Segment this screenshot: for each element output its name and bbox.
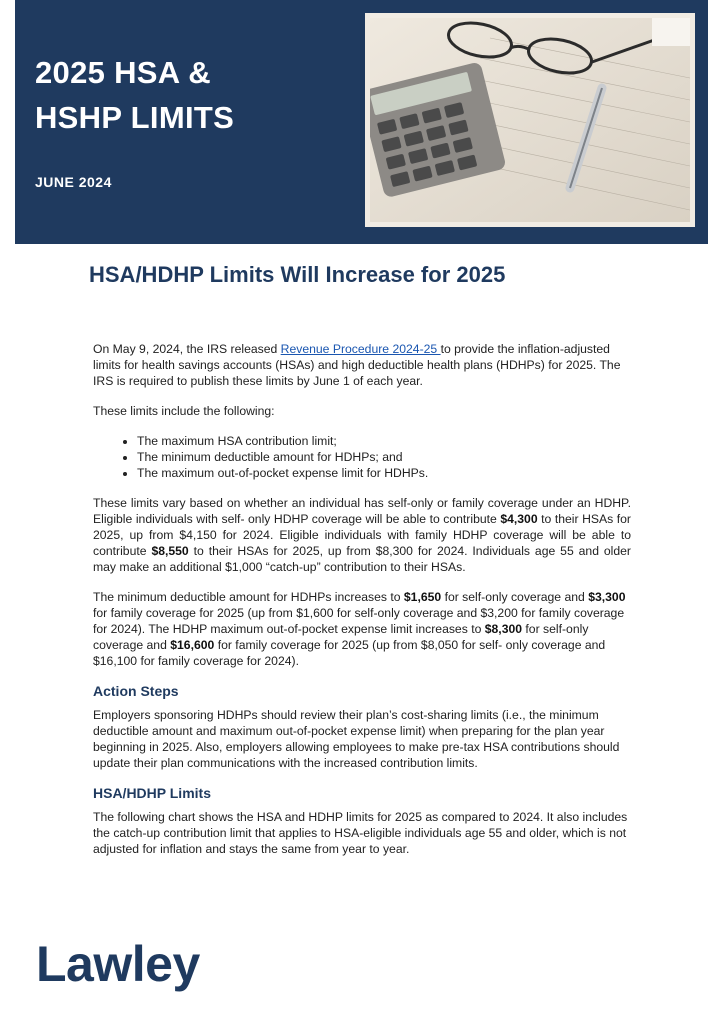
amount-value: $3,300 <box>588 590 626 604</box>
deductible-text: for family coverage for 2025 (up from $1,600 for self-only coverage and $3,200 for family coverage for 2024). The HDHP maximum out-of-pocket expense limit increases to <box>93 606 625 636</box>
limits-text: The following chart shows the HSA and HDHP limits for 2025 as compared to 2024. It also includes the catch-up contribution limit that applies to HSA-eligible individuals age 55 and older, which is not adjusted for inflation and stays the same from year to year. <box>93 810 628 856</box>
intro-paragraph <box>93 341 631 389</box>
amount-value: $16,600 <box>170 638 215 652</box>
coverage-text: These limits vary based on whether an individual has self-only or family coverage under an HDHP. Eligible individuals with self- only HDHP coverage will be able to contribute <box>93 496 631 526</box>
banner-title-line2: HSHP LIMITS <box>35 100 235 135</box>
banner-title-line1: 2025 HSA & <box>35 55 211 90</box>
limits-heading: HSA/HDHP Limits <box>93 785 211 801</box>
deductible-paragraph <box>93 589 631 669</box>
deductible-text: The minimum deductible amount for HDHPs increases to <box>93 590 404 604</box>
action-steps-heading: Action Steps <box>93 683 179 699</box>
calculator-photo <box>365 13 695 227</box>
banner-date: JUNE 2024 <box>35 174 112 190</box>
intro-text-pre: On May 9, 2024, the IRS released <box>93 342 281 356</box>
article-body <box>93 341 631 871</box>
calculator-illustration <box>370 18 690 222</box>
amount-value: $4,300 <box>500 512 538 526</box>
header-banner <box>15 0 708 244</box>
list-item: • The maximum HSA contribution limit; <box>137 433 631 449</box>
revenue-procedure-link[interactable]: Revenue Procedure 2024-25 <box>280 342 441 356</box>
coverage-paragraph <box>93 495 631 575</box>
banner-title <box>35 50 335 140</box>
amount-value: $8,550 <box>151 544 189 558</box>
limits-list <box>93 433 631 481</box>
amount-value: $8,300 <box>484 622 523 636</box>
deductible-text: for family coverage for 2025 (up from $8,050 for self- only coverage and $16,100 for family coverage for 2024). <box>93 638 606 668</box>
list-item: • The maximum out-of-pocket expense limit for HDHPs. <box>137 465 631 481</box>
amount-value: $1,650 <box>403 590 442 604</box>
action-steps-text: Employers sponsoring HDHPs should review their plan’s cost-sharing limits (i.e., the minimum deductible amount and maximum out-of-pocket expense limit) when preparing for the plan year beginning in 2025. Also, employers allowing employees to make pre-tax HSA contributions should update their plan communications with the increased contribution limits. <box>93 708 620 770</box>
coverage-text: to their HSAs for 2025, up from $8,300 for 2024. Individuals age 55 and older may make an additional $1,000 “catch-up” contribution to their HSAs. <box>93 544 631 574</box>
deductible-text: for self-only coverage and <box>93 622 589 652</box>
intro-text-post: to provide the inflation-adjusted limits for health savings accounts (HSAs) and high deductible health plans (HDHPs) for 2025. The IRS is required to publish these limits by June 1 of each year. <box>93 342 621 388</box>
list-intro: These limits include the following: <box>93 404 275 418</box>
lawley-logo: Lawley <box>36 936 200 992</box>
list-item: • The minimum deductible amount for HDHPs; and <box>137 449 631 465</box>
deductible-text: for self-only coverage and <box>441 590 589 604</box>
coverage-text: to their HSAs for 2025, up from $4,150 for 2024. Eligible individuals with family HDHP coverage will be able to contribute <box>93 512 631 558</box>
page-headline: HSA/HDHP Limits Will Increase for 2025 <box>89 262 506 287</box>
